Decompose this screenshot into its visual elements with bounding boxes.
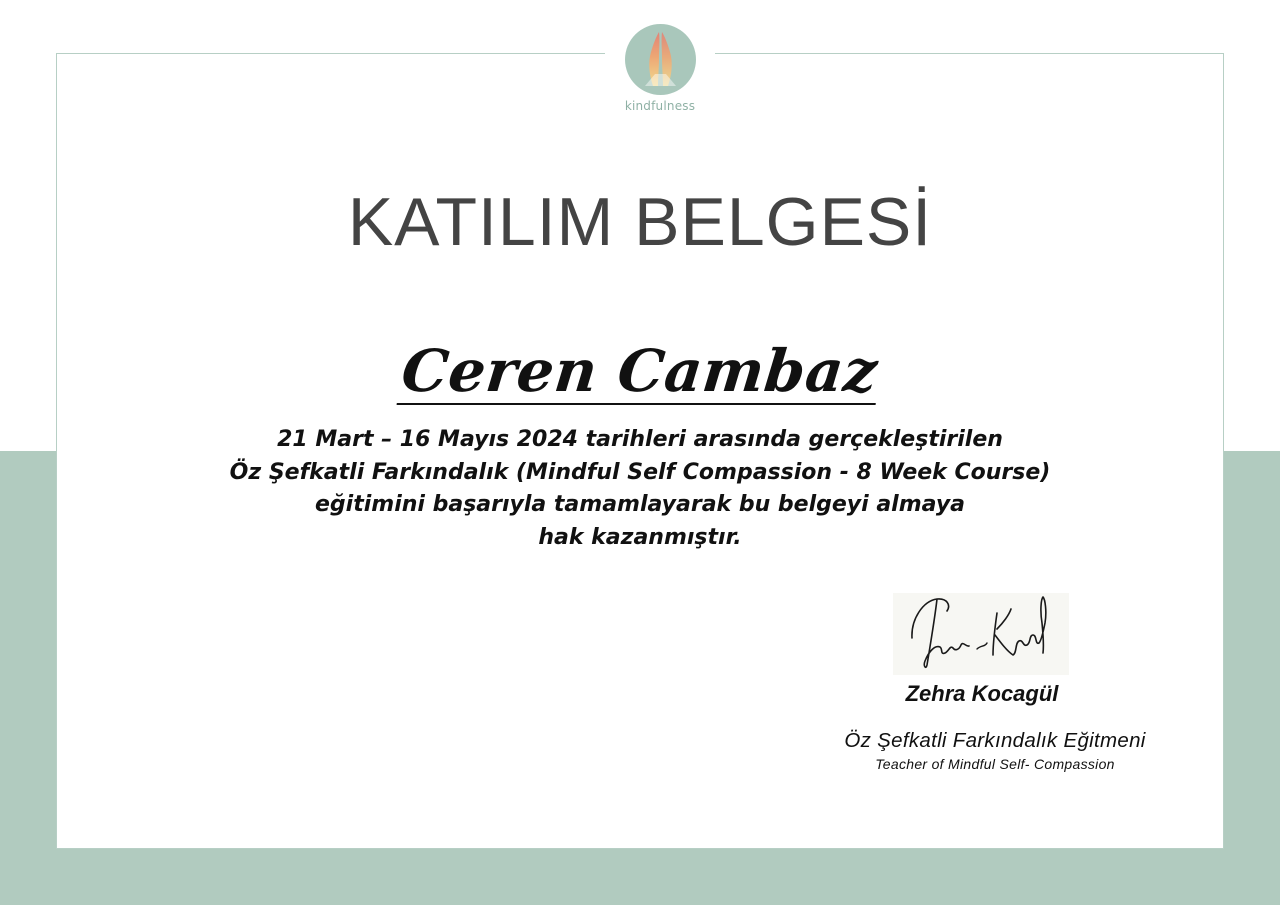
certificate-body bbox=[0, 424, 1280, 554]
recipient-block bbox=[0, 337, 1280, 405]
signature-icon bbox=[893, 593, 1069, 675]
signatory-role-turkish: Öz Şefkatli Farkındalık Eğitmeni bbox=[844, 729, 1146, 752]
body-line: hak kazanmıştır. bbox=[538, 524, 742, 550]
hands-logo-icon bbox=[625, 24, 696, 95]
body-line: Öz Şefkatli Farkındalık (Mindful Self Compassion - 8 Week Course) bbox=[229, 459, 1051, 485]
body-line: eğitimini başarıyla tamamlayarak bu belgeyi almaya bbox=[315, 492, 965, 517]
certificate-title: KATILIM BELGESİ bbox=[347, 184, 933, 260]
signatory-name: Zehra Kocagül bbox=[905, 681, 1059, 706]
recipient-name: Ceren Cambaz bbox=[399, 337, 882, 405]
body-line: 21 Mart – 16 Mayıs 2024 tarihleri arasında gerçekleştirilen bbox=[277, 427, 1003, 452]
brand-logo bbox=[605, 22, 715, 122]
signature-image bbox=[893, 593, 1069, 675]
brand-wordmark: kindfulness bbox=[624, 99, 696, 113]
signatory-role-english: Teacher of Mindful Self- Compassion bbox=[875, 756, 1115, 772]
